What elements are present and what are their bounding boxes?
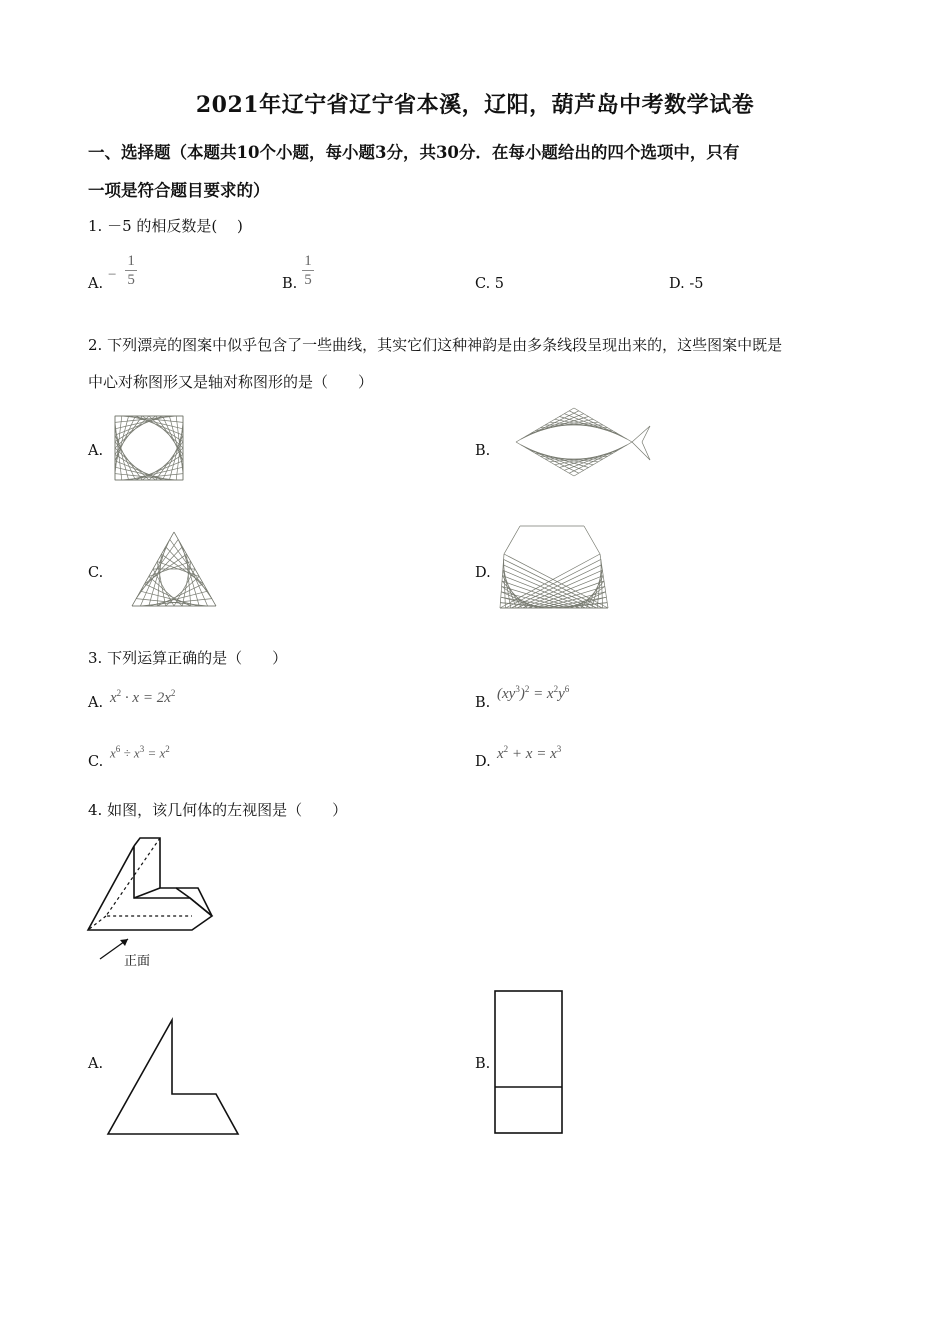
q2-stem-line2: 中心对称图形又是轴对称图形的是（ ） [88, 373, 374, 391]
q3-stem: 3. 下列运算正确的是（ ） [88, 649, 288, 667]
q1-option-d: D. -5 [669, 276, 704, 292]
q1-stem: 1. －5 的相反数是( ) [88, 217, 243, 235]
q2-stem-line1: 2. 下列漂亮的图案中似乎包含了一些曲线，其实它们这种神韵是由多条线段呈现出来的，这些图案中既是 [88, 336, 783, 354]
page-title: 2021年辽宁省辽宁省本溪，辽阳，葫芦岛中考数学试卷 [195, 92, 755, 118]
q4-option-b-figure [492, 988, 566, 1136]
q1-option-b-label: B. [282, 276, 298, 292]
q1-b-numerator: 1 [304, 253, 312, 269]
section-heading [88, 134, 878, 210]
q3-option-d-expression: $x^2 + x = x^3$ [497, 744, 562, 762]
q3-option-c-label: C. [88, 754, 104, 770]
minus-sign: − [108, 267, 117, 283]
q3-option-a-expression: $x^2 \cdot x = 2x^2$ [110, 688, 176, 706]
section-heading-line1: 一、选择题（本题共10个小题，每小题3分，共30分．在每小题给出的四个选项中，只有 [88, 143, 740, 162]
q1-option-a-value [110, 253, 137, 288]
q2-option-d-label: D. [475, 565, 491, 581]
q4-option-a-label: A. [88, 1056, 104, 1072]
q4-option-a-figure [104, 1016, 244, 1138]
q2-pattern-a-image [113, 414, 185, 482]
q3-option-c-expression: $x^6 \div x^3 = x^2$ [110, 744, 170, 761]
q2-pattern-c-image [128, 530, 220, 610]
q2-option-a-label: A. [88, 443, 104, 459]
q1-a-numerator: 1 [127, 253, 135, 269]
q2-pattern-d-image [496, 524, 612, 610]
front-view-label: 正面 [124, 954, 151, 969]
q3-option-b-expression: $(xy^3)^2 = x^2y^6$ [497, 684, 570, 702]
q4-option-b-label: B. [475, 1056, 491, 1072]
q2-pattern-b-image [512, 406, 654, 478]
q3-option-d-label: D. [475, 754, 491, 770]
q3-option-a-label: A. [88, 695, 104, 711]
q1-a-denominator: 5 [127, 272, 135, 288]
section-heading-line2: 一项是符合题目要求的） [88, 181, 270, 200]
q4-stem: 4. 如图，该几何体的左视图是（ ） [88, 801, 348, 819]
q1-b-denominator: 5 [304, 272, 312, 288]
q1-option-a-label: A. [88, 276, 104, 292]
q2-option-b-label: B. [475, 443, 491, 459]
q3-option-b-label: B. [475, 695, 491, 711]
q4-solid-figure [86, 834, 218, 938]
q2-option-c-label: C. [88, 565, 104, 581]
q1-option-b-value [302, 253, 314, 288]
q1-option-c: C. 5 [475, 276, 505, 292]
